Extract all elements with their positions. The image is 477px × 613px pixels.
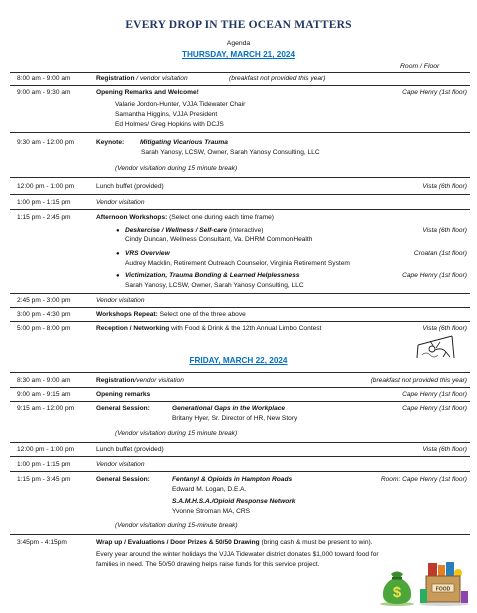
breakfast-note: (breakfast not provided this year) xyxy=(229,75,326,82)
speaker: Samantha Higgins, VJJA President xyxy=(115,111,218,118)
day2-date: FRIDAY, MARCH 22, 2024 xyxy=(189,356,288,365)
divider xyxy=(10,442,470,443)
speaker: Ed Holmes/ Greg Hopkins with DCJS xyxy=(115,121,224,128)
divider xyxy=(10,177,470,178)
bullet-icon: ● xyxy=(116,228,120,234)
divider xyxy=(10,321,470,322)
speaker: Britany Hyer, Sr. Director of HR, New Story xyxy=(172,415,298,422)
time-label: 1:15 pm - 2:45 pm xyxy=(17,214,71,221)
time-label: 12:00 pm - 1:00 pm xyxy=(17,183,75,190)
session-topic: S.A.M.H.S.A./Opioid Response Network xyxy=(172,498,296,505)
speaker: Sarah Yanosy, LCSW, Owner, Sarah Yanosy Consulting, LLC xyxy=(125,282,304,289)
divider xyxy=(10,132,470,133)
food-donation-box-icon xyxy=(418,561,470,607)
time-label: 12:00 pm - 1:00 pm xyxy=(17,446,75,453)
location: Cape Henry (1st floor) xyxy=(402,391,467,398)
room-floor-header: Room / Floor xyxy=(400,63,440,70)
location: Vista (6th floor) xyxy=(422,446,467,453)
time-label: 2:45 pm - 3:00 pm xyxy=(17,297,71,304)
divider xyxy=(10,194,470,195)
session-topic: Generational Gaps in the Workplace xyxy=(172,405,286,412)
time-label: 8:00 am - 9:00 am xyxy=(17,75,71,82)
location: Room: Cape Henry (1st floor) xyxy=(380,476,467,483)
session-title: Vendor visitation xyxy=(96,199,145,206)
speaker: Edward M. Logan, D.E.A. xyxy=(172,486,247,493)
wrap-up-entry: Wrap up / Evaluations / Door Prizes & 50/50 Drawing (bring cash & must be present to win). xyxy=(96,539,373,546)
time-label: 5:00 pm - 8:00 pm xyxy=(17,325,71,332)
session-topic: Fentanyl & Opioids in Hampton Roads xyxy=(172,476,293,483)
divider xyxy=(10,372,470,373)
location: Cape Henry (1st floor) xyxy=(402,272,467,279)
divider xyxy=(10,85,470,86)
workshops-header: Afternoon Workshops: (Select one during each time frame) xyxy=(96,214,274,221)
divider xyxy=(10,209,470,210)
location: Croatan (1st floor) xyxy=(413,250,467,257)
reception-entry: Reception / Networking with Food & Drink & the 12th Annual Limbo Contest xyxy=(96,325,322,332)
time-label: 1:15 pm - 3:45 pm xyxy=(17,476,71,483)
divider xyxy=(10,387,470,388)
speaker: Cindy Duncan, Wellness Consultant, Va. DHRM CommonHealth xyxy=(125,236,313,243)
break-note: (Vendor visitation during 15-minute break) xyxy=(115,522,238,529)
workshop-title: Victimization, Trauma Bonding & Learned Helplessness xyxy=(125,272,300,279)
donation-note: Every year around the winter holidays the VJJA Tidewater district donates $1,000 toward food for xyxy=(96,551,379,558)
session-topic: Mitigating Vicarious Trauma xyxy=(140,139,228,146)
day1-date: THURSDAY, MARCH 21, 2024 xyxy=(182,50,295,59)
time-label: 1:00 pm - 1:15 pm xyxy=(17,199,71,206)
session-title: Vendor visitation xyxy=(96,461,145,468)
session-title: Lunch buffet (provided) xyxy=(96,446,164,453)
session-label: General Session: xyxy=(96,476,150,483)
break-note: (Vendor visitation during 15 minute break) xyxy=(115,165,238,172)
registration-entry: Registration/vendor visitation xyxy=(96,377,184,384)
time-label: 3:00 pm - 4:30 pm xyxy=(17,311,71,318)
registration-entry: Registration / vendor visitation xyxy=(96,75,188,82)
svg-text:$: $ xyxy=(392,584,402,601)
time-label: 9:00 am - 9:15 am xyxy=(17,391,71,398)
location: Vista (6th floor) xyxy=(422,325,467,332)
donation-note: families in need. The 50/50 drawing helps raise funds for this service project. xyxy=(96,561,320,568)
time-label: 9:30 am - 12:00 pm xyxy=(17,139,75,146)
bullet-icon: ● xyxy=(116,251,120,257)
workshop-title: VRS Overview xyxy=(125,250,170,257)
session-title: Opening Remarks and Welcome! xyxy=(96,89,199,96)
divider xyxy=(10,307,470,308)
speaker: Sarah Yanosy, LCSW, Owner, Sarah Yanosy Consulting, LLC xyxy=(141,149,320,156)
location: Cape Henry (1st floor) xyxy=(402,89,467,96)
location: Cape Henry (1st floor) xyxy=(402,405,467,412)
workshops-repeat: Workshops Repeat: Select one of the three above xyxy=(96,311,246,318)
page-title: EVERY DROP IN THE OCEAN MATTERS xyxy=(125,19,352,31)
money-bag-icon xyxy=(378,566,416,606)
session-label: Keynote: xyxy=(96,139,125,146)
divider xyxy=(10,471,470,472)
time-label: 9:00 am - 9:30 am xyxy=(17,89,71,96)
svg-text:FOOD: FOOD xyxy=(435,586,451,593)
divider xyxy=(10,72,470,73)
breakfast-note: (breakfast not provided this year) xyxy=(370,377,467,384)
divider xyxy=(10,293,470,294)
speaker: Valarie Jordon-Hunter, VJJA Tidewater Chair xyxy=(115,101,246,108)
workshop-title: Deskercise / Wellness / Self-care (interactive) xyxy=(125,227,264,234)
speaker: Yvonne Stroman MA, CRS xyxy=(172,508,251,515)
session-title: Opening remarks xyxy=(96,391,151,398)
time-label: 8:30 am - 9:00 am xyxy=(17,377,71,384)
divider xyxy=(10,401,470,402)
time-label: 3:45pm - 4:15pm xyxy=(17,539,67,546)
session-label: General Session: xyxy=(96,405,150,412)
divider xyxy=(10,534,470,535)
divider xyxy=(10,456,470,457)
location: Vista (6th floor) xyxy=(422,183,467,190)
session-title: Lunch buffet (provided) xyxy=(96,183,164,190)
time-label: 9:15 am - 12:00 pm xyxy=(17,405,75,412)
break-note: (Vendor visitation during 15 minute break) xyxy=(115,430,238,437)
time-label: 1:00 pm - 1:15 pm xyxy=(17,461,71,468)
location: Vista (6th floor) xyxy=(422,227,467,234)
agenda-label: Agenda xyxy=(226,40,251,47)
session-title: Vendor visitation xyxy=(96,297,145,304)
bullet-icon: ● xyxy=(116,273,120,279)
speaker: Audrey Macklin, Retirement Outreach Counselor, Virginia Retirement System xyxy=(125,260,350,267)
limbo-dancer-icon xyxy=(414,333,462,359)
